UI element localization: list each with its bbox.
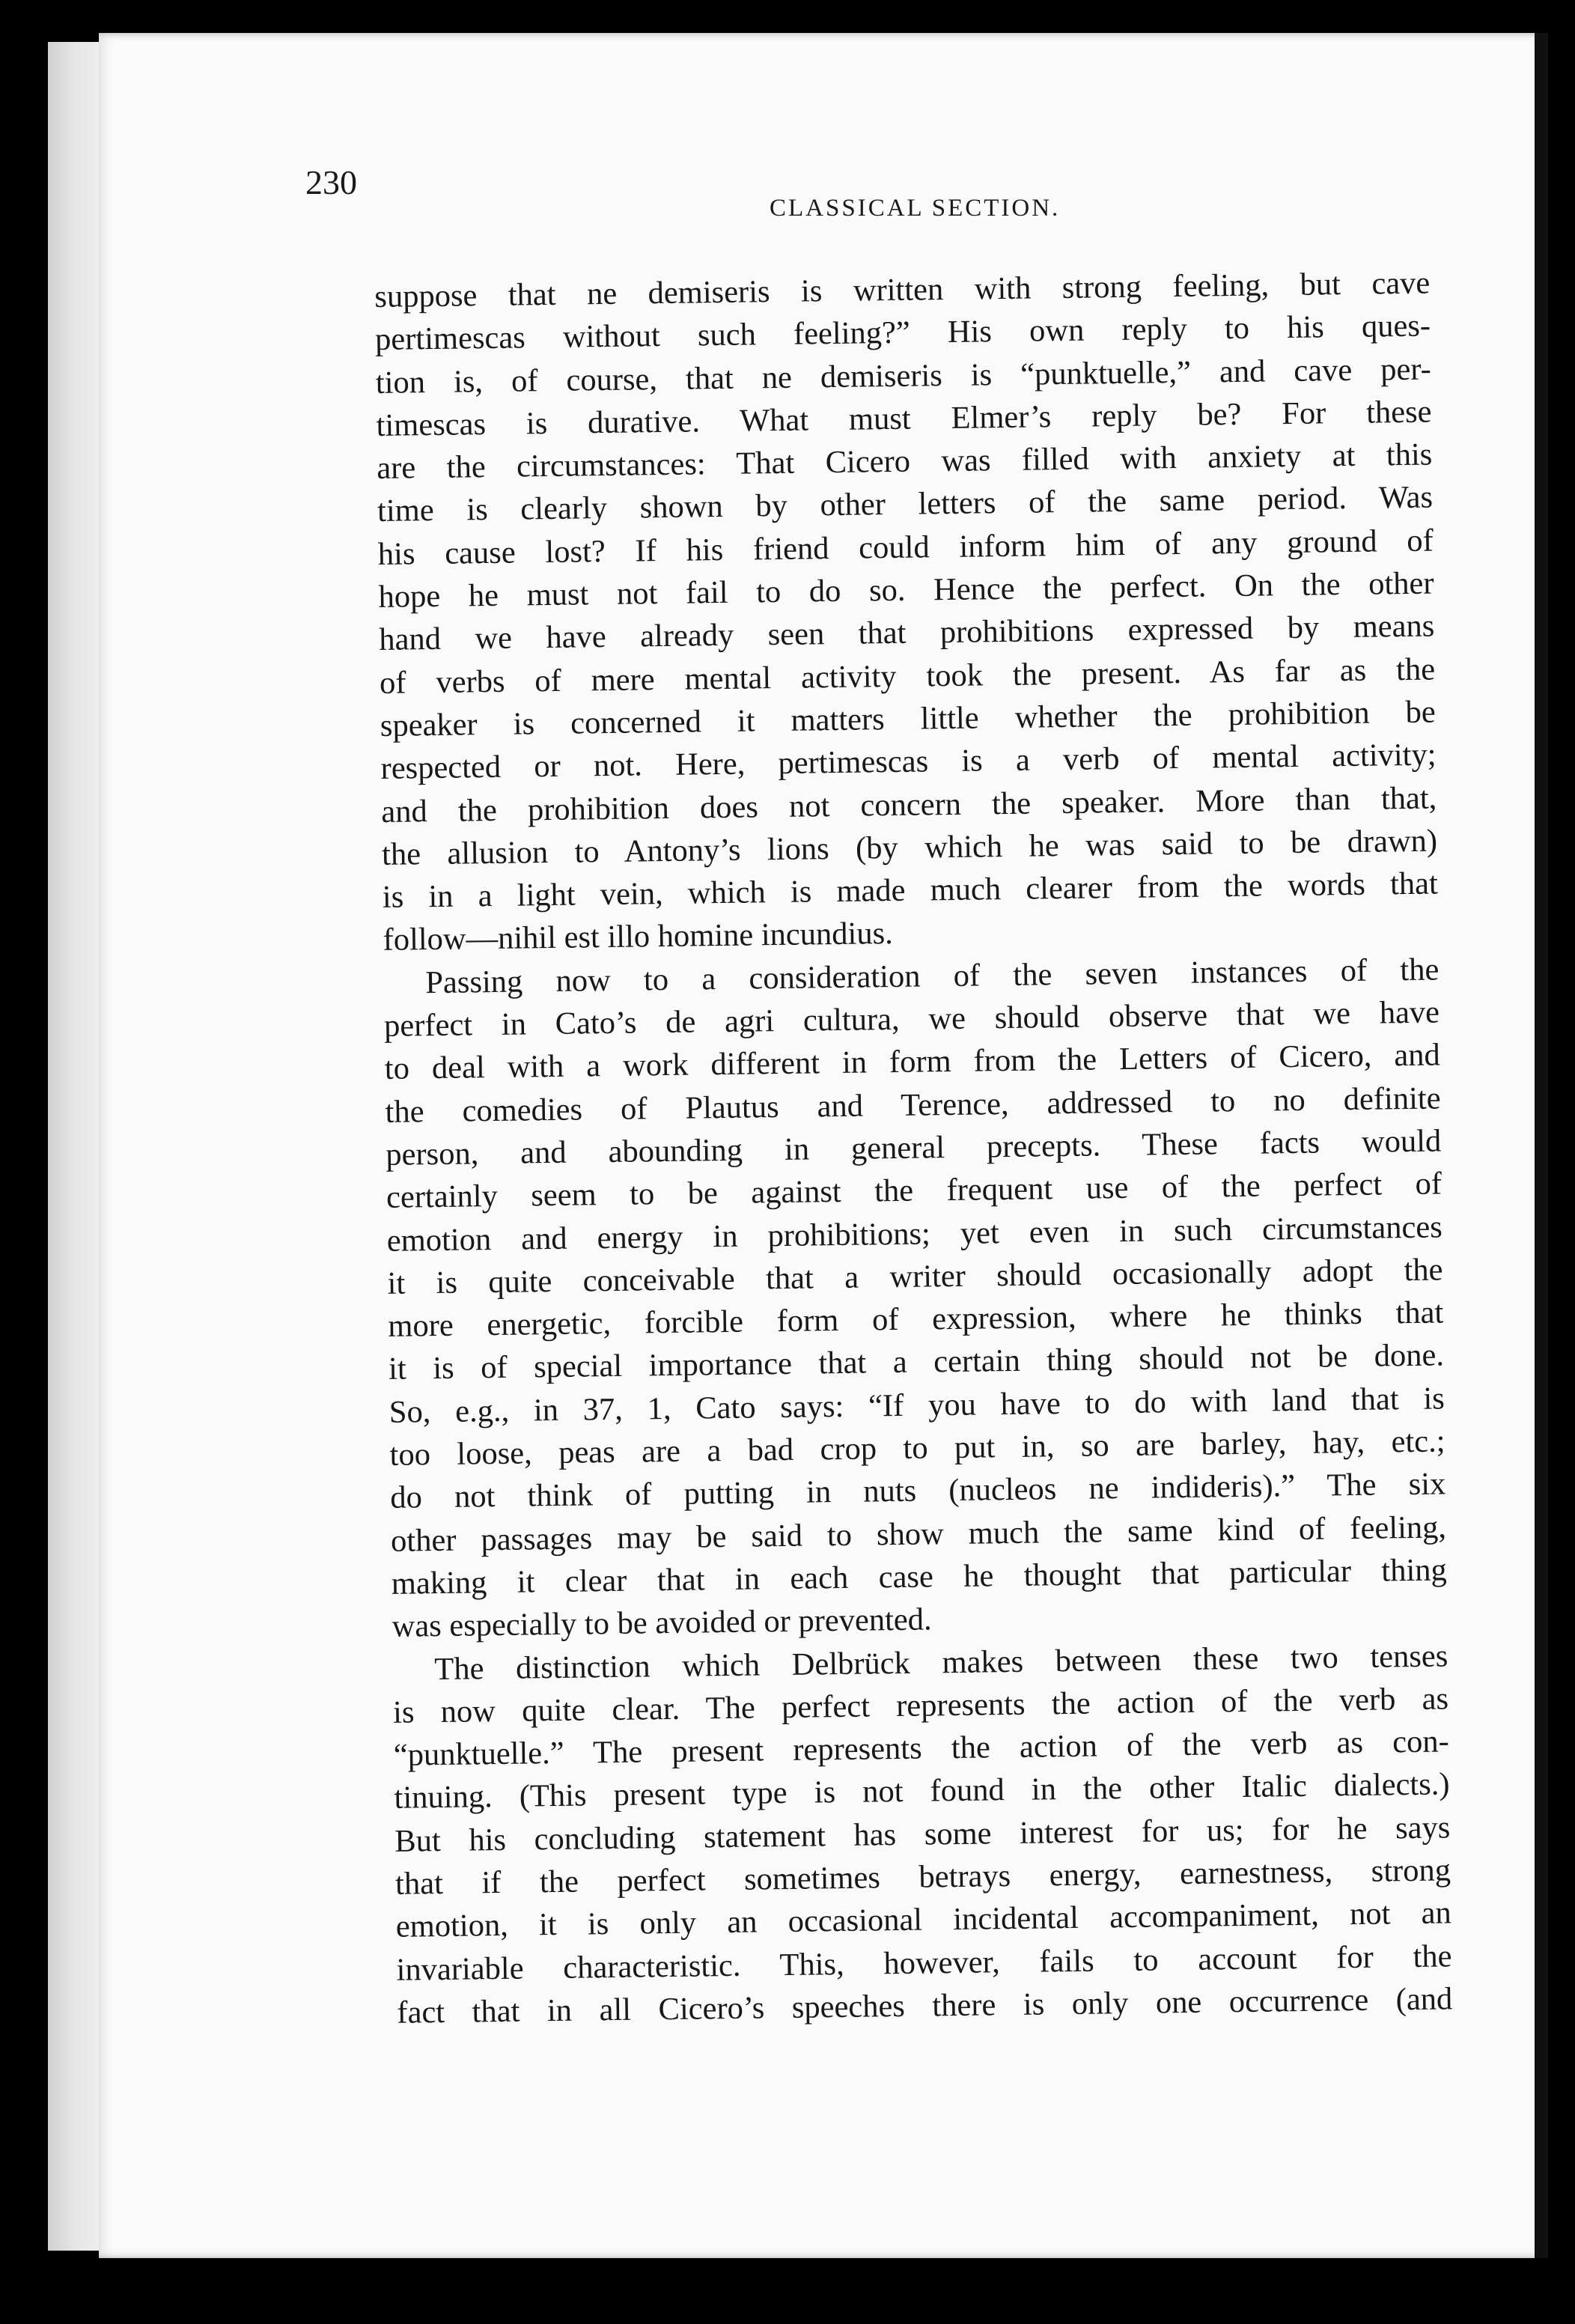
text-line: and the prohibition does not concern the speaker. More than that,: [381, 780, 1437, 830]
text-line: Passing now to a consideration of the seven instances of the: [425, 952, 1440, 1000]
running-head: CLASSICAL SECTION.: [770, 195, 1061, 222]
text-line: is in a light vein, which is made much clearer from the words that: [382, 866, 1439, 916]
text-line: follow—nihil est illo homine incundius.: [383, 916, 894, 958]
text-line: respected or not. Here, pertimescas is a verb of mental activity;: [380, 737, 1437, 787]
text-line: certainly seem to be against the frequent use of the perfect of: [386, 1166, 1443, 1216]
text-line: “punktuelle.” The present represents the action of the verb as con-: [393, 1724, 1450, 1773]
page-number: 230: [305, 163, 357, 201]
text-line: But his concluding statement has some interest for us; for he says: [394, 1810, 1451, 1859]
text-line: the allusion to Antony’s lions (by which he was said to be drawn): [381, 823, 1438, 872]
text-line: emotion and energy in prohibitions; yet even in such circumstances: [386, 1208, 1443, 1259]
text-line: time is clearly shown by other letters of the same period. Was: [377, 480, 1434, 529]
text-line: timescas is durative. What must Elmer’s reply be? For these: [376, 394, 1432, 443]
text-line: of verbs of mere mental activity took the present. As far as the: [379, 651, 1436, 701]
text-line: invariable characteristic. This, however, fails to account for the: [396, 1938, 1452, 1988]
page-header: [305, 160, 1406, 250]
text-line: fact that in all Cicero’s speeches there is only one occurrence (and: [397, 1981, 1453, 2031]
text-line: his cause lost? If his friend could inform him of any ground of: [377, 523, 1434, 572]
text-line: emotion, it is only an occasional incidental accompaniment, not an: [395, 1895, 1452, 1945]
text-line: pertimescas without such feeling?” His own reply to his ques-: [374, 308, 1431, 358]
text-line: that if the perfect sometimes betrays energy, earnestness, strong: [394, 1852, 1451, 1902]
text-line: was especially to be avoided or prevented.: [392, 1601, 932, 1645]
text-line: speaker is concerned it matters little whether the prohibition be: [380, 694, 1437, 743]
text-line: are the circumstances: That Cicero was filled with anxiety at this: [377, 436, 1433, 487]
paragraph-3: [392, 1634, 1453, 2034]
text-line: So, e.g., in 37, 1, Cato says: “If you have to do with land that is: [389, 1381, 1445, 1430]
paragraph-1: [374, 262, 1439, 962]
text-line: it is of special importance that a certain thing should not be done.: [388, 1337, 1445, 1387]
text-line: is now quite clear. The perfect represents the action of the verb as: [392, 1681, 1449, 1730]
text-line: the comedies of Plautus and Terence, addressed to no definite: [385, 1080, 1441, 1130]
text-line: to deal with a work different in form from the Letters of Cicero, and: [384, 1037, 1441, 1087]
text-line: tinuing. (This present type is not found in the other Italic dialects.): [394, 1766, 1450, 1816]
text-line: making it clear that in each case he thought that particular thing: [391, 1552, 1448, 1601]
text-line: The distinction which Delbrück makes between these two tenses: [434, 1637, 1448, 1687]
text-line: too loose, peas are a bad crop to put in, so are barley, hay, etc.;: [389, 1423, 1445, 1473]
text-line: more energetic, forcible form of expression, where he thinks that: [388, 1295, 1444, 1345]
text-line: other passages may be said to show much the same kind of feeling,: [390, 1509, 1447, 1559]
body-text: [374, 262, 1453, 2034]
paragraph-2: [383, 948, 1448, 1648]
text-line: suppose that ne demiseris is written with strong feeling, but cave: [374, 265, 1431, 314]
text-line: perfect in Cato’s de agri cultura, we should observe that we have: [383, 994, 1440, 1044]
text-line: hand we have already seen that prohibitions expressed by means: [379, 608, 1435, 658]
text-line: hope he must not fail to do so. Hence the perfect. On the other: [378, 565, 1434, 615]
page-binding-shadow: [1535, 33, 1548, 2258]
text-line: person, and abounding in general precepts. These facts would: [386, 1123, 1442, 1172]
text-line: do not think of putting in nuts (nucleos ne indideris).” The six: [390, 1466, 1446, 1516]
text-line: tion is, of course, that ne demiseris is “punktuelle,” and cave per-: [375, 351, 1432, 401]
text-line: it is quite conceivable that a writer should occasionally adopt the: [387, 1252, 1443, 1301]
